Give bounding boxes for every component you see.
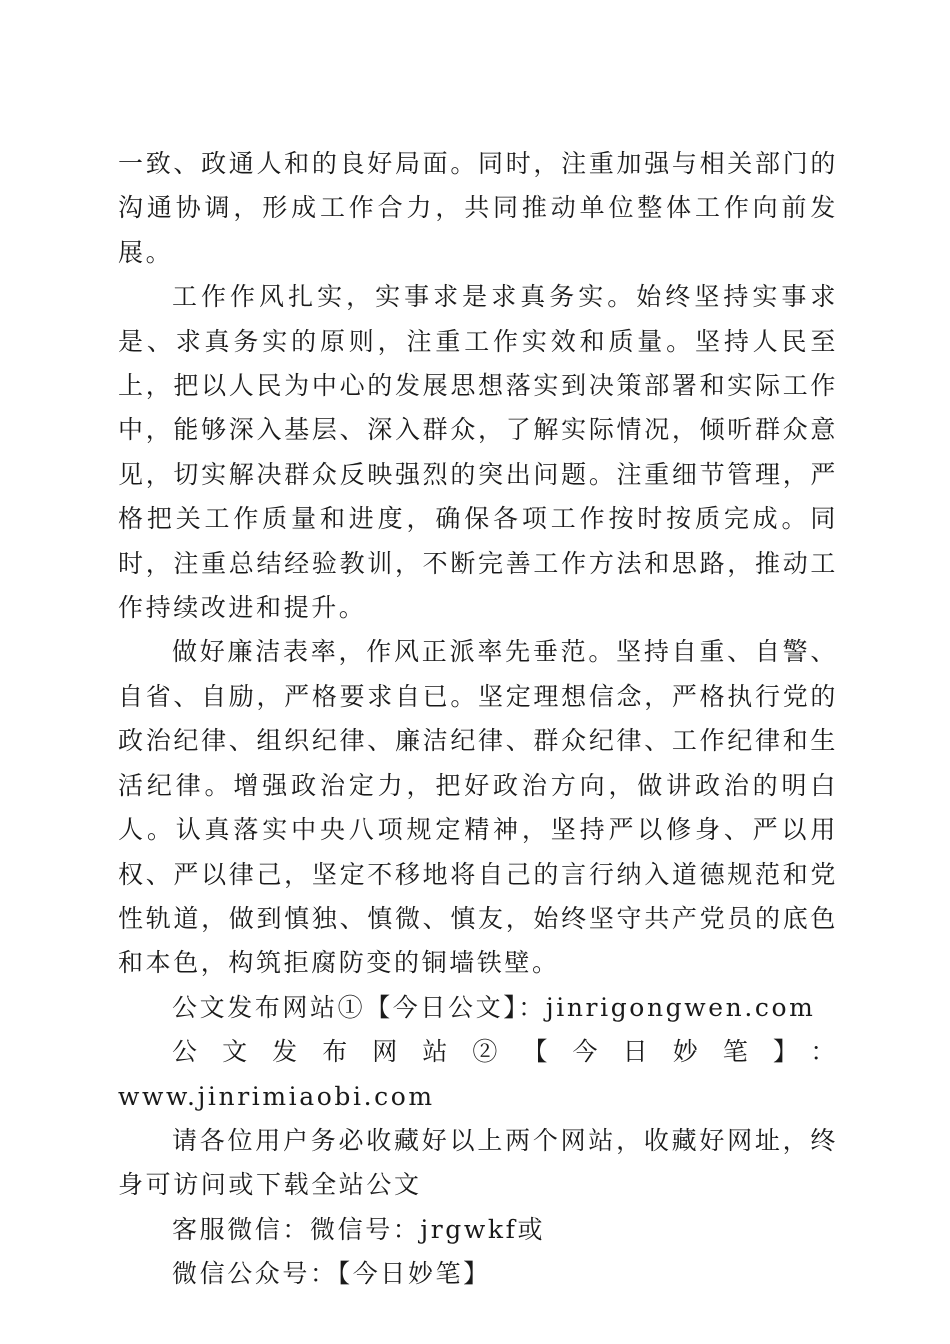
bookmark-notice: 请各位用户务必收藏好以上两个网站，收藏好网址，终身可访问或下载全站公文 [118,1125,838,1200]
website-line-2: 公文发布网站②【今日妙笔】：www.jinrimiaobi.com [118,1037,838,1111]
website-line-1: 公文发布网站①【今日公文】：jinrigongwen.com [172,992,816,1022]
paragraph-work-style: 工作作风扎实，实事求是求真务实。始终坚持实事求是、求真务实的原则，注重工作实效和质量。坚持人民至上，把以人民为中心的发展思想落实到决策部署和实际工作中，能够深入基层、深入群众，了解实际情况，倾听群众意见，切实解决群众反映强烈的突出问题。注重细节管理，严格把关工作质量和进度，确保各项工作按时按质完成。同时，注重总结经验教训，不断完善工作方法和思路，推动工作持续改进和提升。 [118,282,838,623]
wechat-official-account: 微信公众号：【今日妙笔】 [172,1259,491,1289]
customer-service-wechat: 客服微信：微信号：jrgwkf或 [172,1214,546,1244]
paragraph-cooperation: 一致、政通人和的良好局面。同时，注重加强与相关部门的沟通协调，形成工作合力，共同推动单位整体工作向前发展。 [118,149,838,267]
paragraph-integrity: 做好廉洁表率，作风正派率先垂范。坚持自重、自警、自省、自励，严格要求自已。坚定理想信念，严格执行党的政治纪律、组织纪律、廉洁纪律、群众纪律、工作纪律和生活纪律。增强政治定力，把好政治方向，做讲政治的明白人。认真落实中央八项规定精神，坚持严以修身、严以用权、严以律己，坚定不移地将自己的言行纳入道德规范和党性轨道，做到慎独、慎微、慎友，始终坚守共产党员的底色和本色，构筑拒腐防变的铜墙铁壁。 [118,637,838,978]
document-body [118,142,838,1297]
